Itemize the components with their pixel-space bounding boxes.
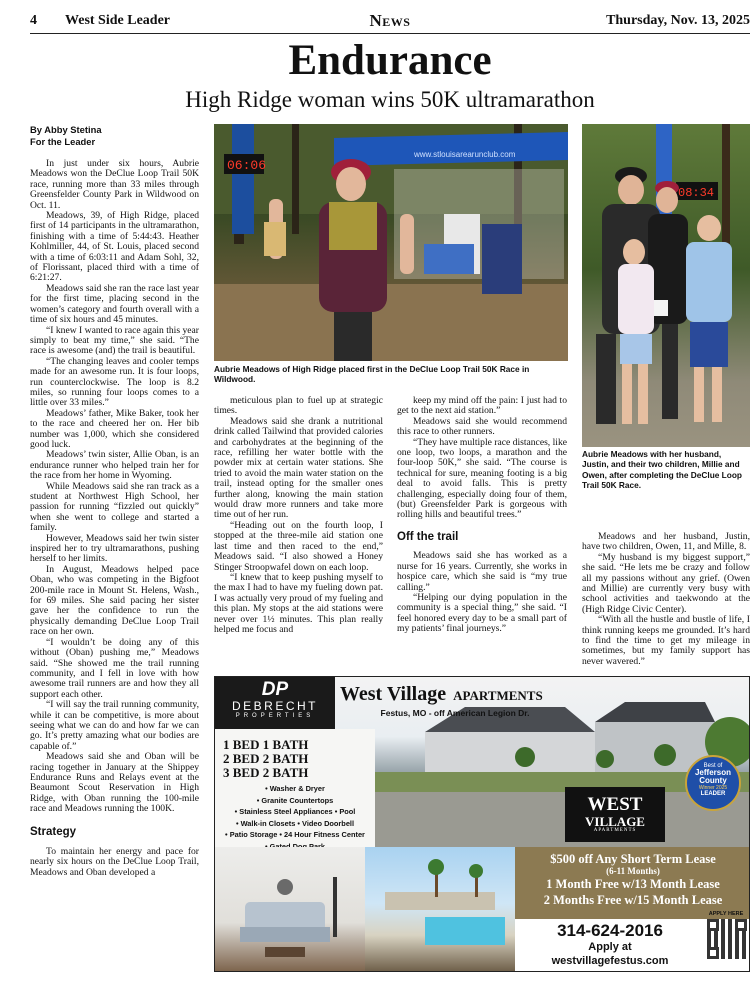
col2-paragraphs bbox=[214, 396, 383, 635]
paragraph: “I wouldn’t be doing any of this without (Oban) pushing me,” Meadows said. “She showed me the trail running community, and I fell in love with how awesome trail runners are and how they all support each other. bbox=[30, 636, 199, 700]
page-number: 4 bbox=[30, 13, 37, 28]
ad-sign-sub: APARTMENTS bbox=[593, 828, 637, 833]
ad-qr-code[interactable] bbox=[707, 919, 747, 959]
badge-year: Winner 2025 bbox=[698, 785, 728, 791]
badge-mid1: Jefferson bbox=[694, 768, 731, 777]
list-line: • Stainless Steel Appliances • Pool bbox=[234, 807, 356, 817]
ad-interior-photo bbox=[215, 847, 365, 972]
col3-paragraphs bbox=[397, 396, 567, 521]
ad-sign-big: WEST bbox=[587, 794, 643, 815]
ad-sign-small: VILLAGE bbox=[585, 814, 645, 829]
badge-bottom: LEADER bbox=[700, 791, 726, 797]
issue-date: Thursday, Nov. 13, 2025 bbox=[606, 13, 750, 28]
ad-contact-block bbox=[515, 911, 750, 972]
badge-top: Best of bbox=[703, 763, 723, 769]
ad-website[interactable]: westvillagefestus.com bbox=[551, 955, 669, 967]
paragraph: Meadows said she would recommend this race to other runners. bbox=[397, 415, 567, 438]
paragraph: “My husband is my biggest support,” she said. “He lets me be crazy and follow all my passions without any grief. (Owen and Millie) are currently very busy with school activities and taekwondo at the (High Ridge Civic Center). bbox=[582, 551, 750, 615]
paragraph: Meadows, 39, of High Ridge, placed first of 14 participants in the ultramarathon, finishing with a time of 5:44:43. Heather Kohlmiller, 44, of St. Louis, placed second with a time of 6:03:11 and Adam Sohl, 32, of Florissant, placed third with a time of 6:21:27. bbox=[30, 210, 199, 284]
promo-13-month: 1 Month Free w/13 Month Lease bbox=[546, 877, 720, 891]
paragraph: “They have multiple race distances, like one loop, two loops, a marathon and the four-loop 50K,” she said. “The course is technical for sure, meaning footing is a big deal to avoid falls. This is pretty challenging, especially doing four of them, (but) Greensfelder Park is gorgeous with rolling hills and beautiful trees.” bbox=[397, 436, 567, 521]
headline: Endurance bbox=[288, 37, 492, 84]
ad-sign-block bbox=[567, 791, 663, 841]
badge-mid2: County bbox=[699, 776, 727, 785]
col3-after-paragraphs bbox=[397, 551, 567, 634]
subhead-off-the-trail: Off the trail bbox=[397, 530, 459, 543]
photo-family bbox=[582, 124, 750, 447]
ad-title: West Village bbox=[340, 683, 447, 705]
paragraph: meticulous plan to fuel up at strategic times. bbox=[214, 396, 383, 417]
paragraph: “Heading out on the fourth loop, I stopped at the three-mile aid station one last time and then raced to the end,” Meadows said. “I also showed a Honey Stinger Stroopwafel down on each loop. bbox=[214, 519, 383, 573]
debrecht-logo-mark: DP bbox=[261, 679, 289, 700]
promo-short-term: $500 off Any Short Term Lease bbox=[550, 852, 716, 866]
tent-banner-text: www.stlouisarearunclub.com bbox=[414, 150, 516, 159]
ad-beds-list bbox=[215, 729, 375, 780]
apartment-advertisement bbox=[214, 676, 750, 972]
paragraph: However, Meadows said her twin sister inspired her to try ultramarathons, pushing herself to her limits. bbox=[30, 532, 199, 565]
list-line: 2 BED 2 BATH bbox=[223, 751, 309, 766]
ad-title-suffix: APARTMENTS bbox=[453, 688, 543, 703]
ad-logo-block bbox=[215, 677, 335, 729]
paragraph: In August, Meadows helped pace Oban, who was competing in the Bigfoot 200-mile race in Mount St. Helens, Wash., for 69 miles. She said pacing her sister gave her the confidence to run the physically demanding DeClue Loop Trail race on her own. bbox=[30, 563, 199, 638]
paragraph: In just under six hours, Aubrie Meadows won the DeClue Loop Trail 50K race, running more than 33 miles through Greensfelder County Park in Wildwood on Oct. 11. bbox=[30, 158, 199, 211]
paragraph: “Helping our dying population in the community is a special thing,” she said. “I feel honored every day to be a small part of my patients’ final journeys.” bbox=[397, 591, 567, 635]
paragraph: Meadows and her husband, Justin, have two children, Owen, 11, and Mille, 8. bbox=[582, 532, 750, 553]
photo-race-winner bbox=[214, 124, 568, 361]
ad-apply-here-label: APPLY HERE bbox=[708, 911, 744, 917]
ad-promo-block bbox=[515, 847, 750, 919]
list-line: 3 BED 2 BATH bbox=[223, 765, 309, 780]
page-header bbox=[30, 10, 750, 34]
photo-race-winner-scene bbox=[214, 124, 568, 361]
ad-features-block bbox=[215, 729, 375, 847]
list-line: • Walk-in Closets • Video Doorbell bbox=[235, 818, 355, 828]
ad-location: Festus, MO - off American Legion Dr. bbox=[380, 708, 530, 718]
ad-phone[interactable]: 314-624-2016 bbox=[557, 921, 663, 940]
paragraph: “With all the hustle and bustle of life, I think running keeps me grounded. It’s hard to find the time to get my mileage in sometimes, but my family support has never wavered.” bbox=[582, 614, 750, 667]
paragraph: “I will say the trail running community, while it can be competitive, is more about seeing what we can do and how far we can go. It’s pretty amazing what our bodies are capable of.” bbox=[30, 699, 199, 752]
race-clock: 06:06 bbox=[227, 158, 267, 173]
ad-interior-scene bbox=[215, 847, 365, 972]
paragraph: Meadows said she and Oban will be racing together in January at the Shippey Endurance Runs and Relays event at the Beaumont Scout Reservation in High Ridge, with Oban running the 100-mile race and Meadows running the 100K. bbox=[30, 751, 199, 815]
list-line: • Washer & Dryer bbox=[265, 784, 325, 793]
paragraph: Meadows said she ran the race last year for the first time, placing second in the women’s category and fourth overall with a time of six hours and 45 minutes. bbox=[30, 282, 199, 326]
article-column-4 bbox=[582, 532, 750, 668]
list-line: • Patio Storage • 24 Hour Fitness Center bbox=[225, 830, 365, 840]
ad-apply-at: Apply at bbox=[588, 941, 632, 953]
paragraph: Meadows’ twin sister, Allie Oban, is an endurance runner who helped train her for the race from her home in Wyoming. bbox=[30, 449, 199, 482]
ad-title-block bbox=[340, 683, 570, 721]
col1-after-paragraphs bbox=[30, 847, 199, 878]
paragraph: Meadows said she drank a nutritional drink called Tailwind that provided calories and carbohydrates at the beginning of the race, refilling her water bottle with the powder mix at certain water stations. She tried to avoid the main water station on the trail, instead opting for the smaller ones further along, knowing the main station would draw more runners and take more time out of her run. bbox=[214, 415, 383, 521]
finish-clock: 08:34 bbox=[678, 186, 715, 200]
paragraph: “I knew that to keep pushing myself to the max I had to have my fueling down pat. I was actually very proud of my fueling and this plan. My stops at the aid stations were never over 1½ minutes. This plan really helped me focus and bbox=[214, 571, 383, 635]
ad-pool-photo bbox=[365, 847, 515, 972]
subhead-strategy: Strategy bbox=[30, 825, 77, 838]
paragraph: “The changing leaves and cooler temps made for an awesome run. It is four loops, run counterclockwise. The loop is 8.2 miles, so running four loops comes to a little over 33 miles.” bbox=[30, 355, 199, 409]
paragraph: To maintain her energy and pace for nearly six hours on the DeClue Loop Trail, Meadows and Oban developed a bbox=[30, 846, 199, 878]
debrecht-logo-sub: PROPERTIES bbox=[235, 713, 315, 719]
byline-outlet: For the Leader bbox=[30, 135, 96, 147]
ad-features-list bbox=[215, 783, 375, 853]
paragraph: Meadows said she has worked as a nurse for 16 years. Currently, she works in hospice care, which she said is “my true calling.” bbox=[397, 550, 567, 593]
byline bbox=[30, 124, 199, 147]
col4-paragraphs bbox=[582, 532, 750, 667]
paragraph: While Meadows said she ran track as a student at Northwest High School, her passion for running “fizzled out quickly” when she went to college and started a family. bbox=[30, 480, 199, 534]
debrecht-logo-name: DEBRECHT bbox=[231, 699, 318, 713]
byline-author: By Abby Stetina bbox=[30, 124, 102, 135]
paragraph: “I knew I wanted to race again this year simply to beat my time,” she said. “The race is awesome (and) the trail is beautiful. bbox=[30, 324, 199, 357]
section-name: News bbox=[369, 11, 411, 30]
paragraph: Meadows’ father, Mike Baker, took her to the race and cheered her on. Her bib number was 1,000, which she considered good luck. bbox=[30, 407, 199, 450]
ad-pool-scene bbox=[365, 847, 515, 972]
promo-short-term-sub: (6-11 Months) bbox=[606, 866, 660, 876]
best-of-badge bbox=[685, 755, 741, 811]
caption-race-winner: Aubrie Meadows of High Ridge placed first in the DeClue Loop Trail 50K Race in Wildwood. bbox=[214, 364, 530, 385]
article-column-3 bbox=[397, 396, 567, 668]
article-column-2 bbox=[214, 396, 383, 668]
article-column-1 bbox=[30, 124, 199, 972]
subheadline: High Ridge woman wins 50K ultramarathon bbox=[185, 87, 595, 112]
list-line: • Granite Countertops bbox=[256, 795, 334, 805]
publication-name: West Side Leader bbox=[65, 13, 170, 28]
paragraph: keep my mind off the pain: I just had to get to the next aid station.” bbox=[397, 396, 567, 417]
list-line: 1 BED 1 BATH bbox=[223, 737, 309, 752]
promo-15-month: 2 Months Free w/15 Month Lease bbox=[543, 893, 723, 907]
caption-family: Aubrie Meadows with her husband, Justin, and their two children, Millie and Owen, after completing the DeClue Loop Trail 50K Race. bbox=[582, 449, 742, 490]
photo-family-scene bbox=[582, 124, 750, 447]
col1-paragraphs bbox=[30, 159, 199, 815]
